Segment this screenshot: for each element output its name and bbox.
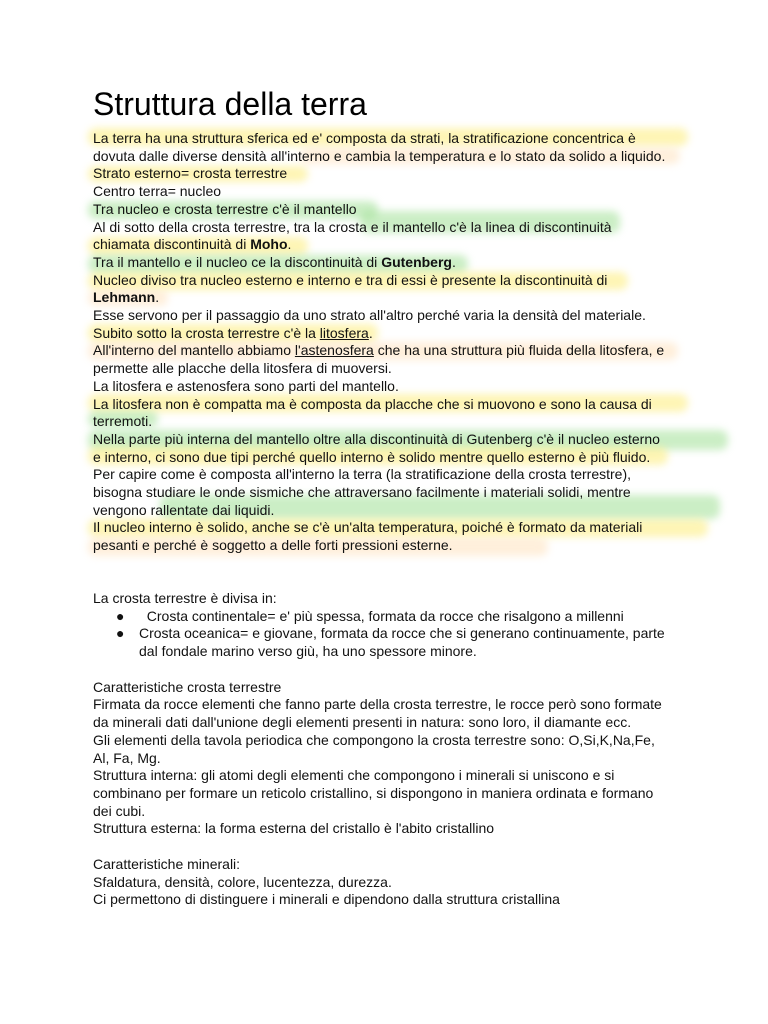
text-line: Esse servono per il passaggio da uno strato all'altro perché varia la densità del materiale. xyxy=(93,307,646,324)
bullet-icon: ● xyxy=(116,625,125,642)
text-line xyxy=(93,325,683,343)
text-line: e interno, ci sono due tipi perché quello interno è solido mentre quello esterno è più fluido. xyxy=(93,448,651,465)
text-line: Al di sotto della crosta terrestre, tra la crosta e il mantello c'è la linea di discontinuità xyxy=(93,218,612,235)
list-item-line: Crosta continentale= e' più spessa, formata da rocce che risalgono a millenni xyxy=(139,607,624,624)
text-line: Firmata da rocce elementi che fanno parte della crosta terrestre, le rocce però sono formate xyxy=(93,696,662,713)
document-body xyxy=(93,130,683,909)
intro-paragraph xyxy=(93,130,683,555)
text-line xyxy=(93,289,683,307)
text-segment: . xyxy=(155,289,160,306)
text-line: Struttura interna: gli atomi degli elementi che compongono i minerali si uniscono e si xyxy=(93,767,615,784)
crosta-intro: La crosta terrestre è divisa in: xyxy=(93,589,277,606)
text-line: combinano per formare un reticolo cristallino, si dispongono in maniera ordinata e formano xyxy=(93,784,654,801)
spacer xyxy=(93,838,683,856)
text-segment: . xyxy=(451,253,456,270)
spacer xyxy=(93,555,683,590)
list-item-line: dal fondale marino verso giù, ha uno spessore minore. xyxy=(139,642,477,659)
text-line: La litosfera non è compatta ma è composta da placche che si muovono e sono la causa di xyxy=(93,395,652,412)
text-line: da minerali dati dall'unione degli elementi presenti in natura: sono loro, il diamante ecc. xyxy=(93,714,632,731)
text-line: permette alle placche della litosfera di muoversi. xyxy=(93,360,392,377)
bold-term: Gutenberg xyxy=(381,253,452,270)
spacer xyxy=(93,661,683,679)
text-line: pesanti e perché è soggetto a delle forti pressioni esterne. xyxy=(93,537,453,554)
text-line: terremoti. xyxy=(93,413,153,430)
text-segment: Tra il mantello e il nucleo ce la discontinuità di xyxy=(93,253,382,270)
text-line: Nucleo diviso tra nucleo esterno e interno e tra di essi è presente la discontinuità di xyxy=(93,271,608,288)
text-line: Gli elementi della tavola periodica che compongono la crosta terrestre sono: O,Si,K,Na,Fe, xyxy=(93,731,655,748)
text-line: Strato esterno= crosta terrestre xyxy=(93,165,288,182)
text-line: Tra nucleo e crosta terrestre c'è il mantello xyxy=(93,200,357,217)
page-title: Struttura della terra xyxy=(93,86,367,122)
text-line: dei cubi. xyxy=(93,802,146,819)
text-line: Al, Fa, Mg. xyxy=(93,749,161,766)
text-line: Il nucleo interno è solido, anche se c'è un'alta temperatura, poiché è formato da materiali xyxy=(93,519,643,536)
list-item-line: Crosta oceanica= e giovane, formata da rocce che si generano continuamente, parte xyxy=(139,625,665,642)
text-segment: chiamata discontinuità di xyxy=(93,236,251,253)
text-segment: All'interno del mantello abbiamo xyxy=(93,342,295,359)
section-heading: Caratteristiche minerali: xyxy=(93,856,241,873)
text-line: Sfaldatura, densità, colore, lucentezza, durezza. xyxy=(93,873,392,890)
text-line: Nella parte più interna del mantello oltre alla discontinuità di Gutenberg c'è il nucleo esterno xyxy=(93,430,660,447)
bold-term: Moho xyxy=(250,236,288,253)
text-line xyxy=(93,342,683,360)
list-item-crosta-continentale xyxy=(93,608,683,626)
text-line: vengono rallentate dai liquidi. xyxy=(93,501,275,518)
text-line: bisogna studiare le onde sismiche che attraversano facilmente i materiali solidi, mentre xyxy=(93,484,631,501)
text-line xyxy=(93,236,683,254)
text-segment: che ha una struttura più fluida della litosfera, e xyxy=(373,342,665,359)
bullet-icon: ● xyxy=(116,607,125,624)
bold-term: Lehmann xyxy=(93,289,156,306)
text-line: Per capire come è composta all'interno la terra (la stratificazione della crosta terrestre), xyxy=(93,466,632,483)
text-line xyxy=(93,254,683,272)
text-segment: . xyxy=(287,236,292,253)
caratteristiche-crosta-section xyxy=(93,679,683,838)
text-line: Struttura esterna: la forma esterna del cristallo è l'abito cristallino xyxy=(93,820,495,837)
text-line: dovuta dalle diverse densità all'interno e cambia la temperatura e lo stato da solido a liquido. xyxy=(93,147,666,164)
text-line: La terra ha una struttura sferica ed e' composta da strati, la stratificazione concentrica è xyxy=(93,130,636,146)
text-segment: . xyxy=(368,324,373,341)
text-line: Centro terra= nucleo xyxy=(93,183,222,200)
text-line: La litosfera e astenosfera sono parti del mantello. xyxy=(93,377,399,394)
underlined-term: litosfera xyxy=(319,324,369,341)
text-segment: Subito sotto la crosta terrestre c'è la xyxy=(93,324,320,341)
caratteristiche-minerali-section xyxy=(93,856,683,909)
list-item-crosta-oceanica xyxy=(93,625,683,660)
section-heading: Caratteristiche crosta terrestre xyxy=(93,678,282,695)
text-line: Ci permettono di distinguere i minerali e dipendono dalla struttura cristallina xyxy=(93,891,560,908)
underlined-term: l'astenosfera xyxy=(294,342,374,359)
crosta-list xyxy=(93,608,683,661)
